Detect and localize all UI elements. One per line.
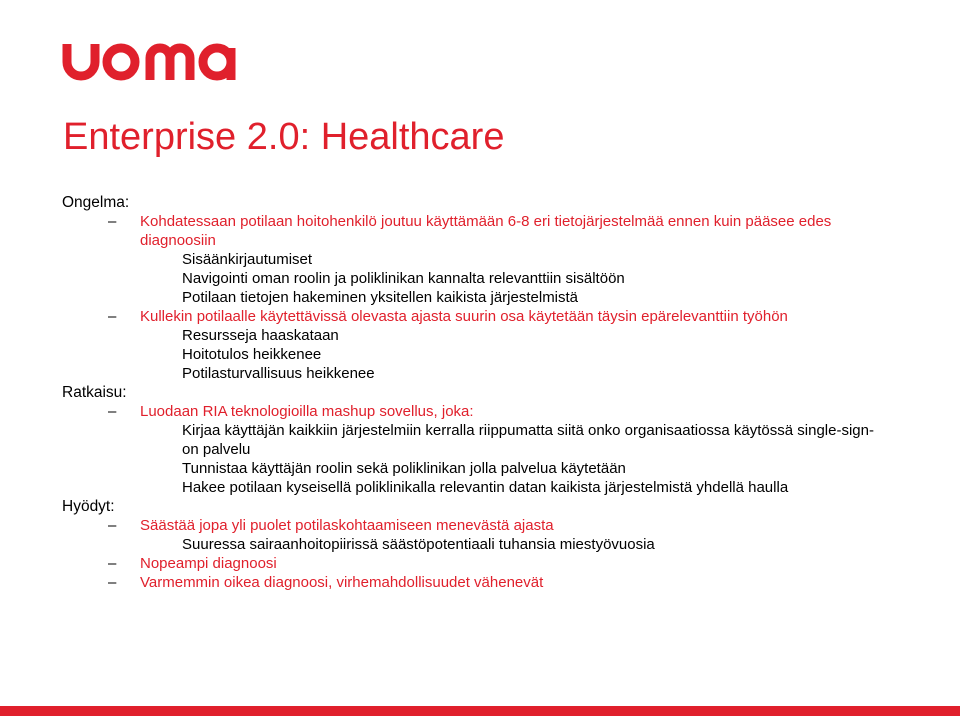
sub-bullet-item: Tunnistaa käyttäjän roolin sekä poliklinikan jolla palvelua käytetään xyxy=(182,460,626,477)
bullet-item xyxy=(62,307,892,326)
bullet-item xyxy=(62,573,892,592)
bullet-item xyxy=(62,402,892,421)
section-label-problem: Ongelma: xyxy=(62,194,130,211)
slide-content xyxy=(62,193,892,592)
bullet-text: Nopeampi diagnoosi xyxy=(140,555,277,572)
dash-bullet-icon: – xyxy=(108,517,117,534)
section-label-benefits: Hyödyt: xyxy=(62,498,115,515)
dash-bullet-icon: – xyxy=(108,574,117,591)
bullet-text: Kohdatessaan potilaan hoitohenkilö joutuu käyttämään 6-8 eri tietojärjestelmää ennen kuin pääsee edes diagnoosiin xyxy=(140,213,832,249)
uoma-logo-svg xyxy=(62,40,242,84)
sub-bullet-item: Potilasturvallisuus heikkenee xyxy=(182,365,375,382)
sub-bullet-item: Navigointi oman roolin ja poliklinikan kannalta relevanttiin sisältöön xyxy=(182,270,625,287)
bullet-text: Säästää jopa yli puolet potilaskohtaamiseen menevästä ajasta xyxy=(140,517,554,534)
sub-bullet-item: Resursseja haaskataan xyxy=(182,327,339,344)
sub-bullet-item: Hakee potilaan kyseisellä poliklinikalla relevantin datan kaikista järjestelmistä yhdellä haulla xyxy=(182,479,789,496)
bullet-item xyxy=(62,516,892,535)
page-title: Enterprise 2.0: Healthcare xyxy=(63,116,505,158)
dash-bullet-icon: – xyxy=(108,308,117,325)
section-label-solution: Ratkaisu: xyxy=(62,384,127,401)
sub-bullet-item: Hoitotulos heikkenee xyxy=(182,346,322,363)
sub-bullet-item: Sisäänkirjautumiset xyxy=(182,251,313,268)
bullet-text: Kullekin potilaalle käytettävissä olevasta ajasta suurin osa käytetään täysin epärelevanttiin työhön xyxy=(140,308,788,325)
bullet-text: Varmemmin oikea diagnoosi, virhemahdollisuudet vähenevät xyxy=(140,574,544,591)
dash-bullet-icon: – xyxy=(108,213,117,230)
bullet-item xyxy=(62,212,892,250)
uoma-logo-icon xyxy=(62,40,242,84)
sub-bullet-item: Suuressa sairaanhoitopiirissä säästöpotentiaali tuhansia miestyövuosia xyxy=(182,536,655,553)
bullet-text: Luodaan RIA teknologioilla mashup sovellus, joka: xyxy=(140,403,474,420)
footer-bar xyxy=(0,706,960,716)
dash-bullet-icon: – xyxy=(108,403,117,420)
bullet-item xyxy=(62,554,892,573)
sub-bullet-item: Potilaan tietojen hakeminen yksitellen kaikista järjestelmistä xyxy=(182,289,579,306)
sub-bullet-item: Kirjaa käyttäjän kaikkiin järjestelmiin kerralla riippumatta siitä onko organisaatiossa käytössä single-sign-on palvelu xyxy=(182,422,874,458)
dash-bullet-icon: – xyxy=(108,555,117,572)
